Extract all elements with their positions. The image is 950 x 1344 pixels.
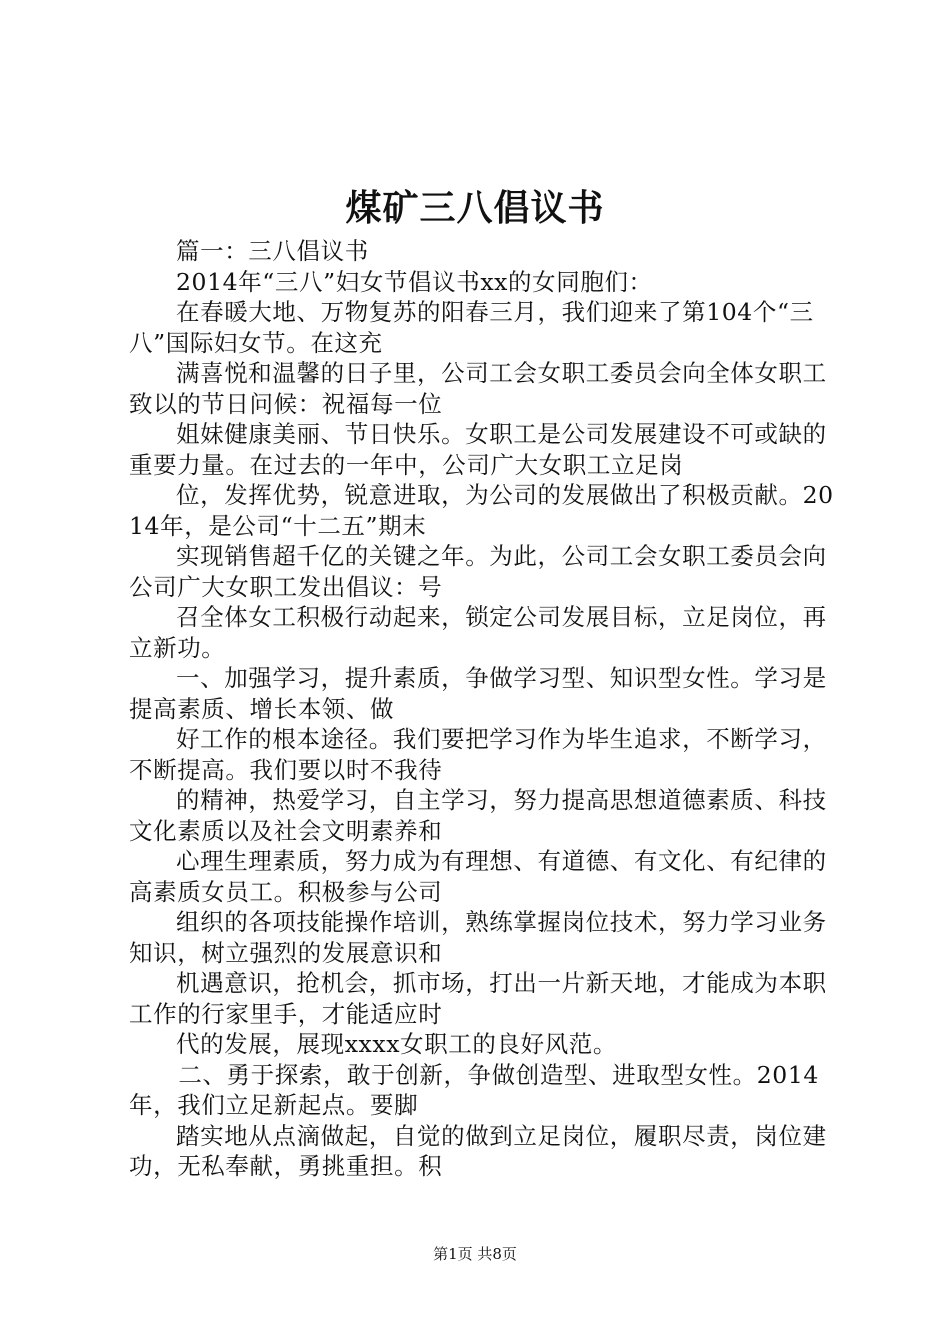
document-body [129, 236, 839, 1182]
paragraph: 一、加强学习，提升素质，争做学习型、知识型女性。学习是提高素质、增长本领、做 [129, 664, 827, 723]
paragraph: 2014年“三八”妇女节倡议书xx的女同胞们： [176, 267, 653, 296]
paragraph: 篇一：三八倡议书 [176, 237, 369, 265]
paragraph: 组织的各项技能操作培训，熟练掌握岗位技术，努力学习业务知识，树立强烈的发展意识和 [129, 908, 827, 967]
paragraph: 踏实地从点滴做起，自觉的做到立足岗位，履职尽责，岗位建功，无私奉献，勇挑重担。积 [129, 1121, 827, 1180]
paragraph: 好工作的根本途径。我们要把学习作为毕生追求，不断学习，不断提高。我们要以时不我待 [129, 725, 827, 784]
paragraph: 位，发挥优势，锐意进取，为公司的发展做出了积极贡献。2014年，是公司“十二五”期末 [129, 481, 834, 540]
document-title: 煤矿三八倡议书 [345, 187, 605, 229]
paragraph: 满喜悦和温馨的日子里，公司工会女职工委员会向全体女职工致以的节日问候：祝福每一位 [129, 359, 827, 418]
paragraph: 的精神，热爱学习，自主学习，努力提高思想道德素质、科技文化素质以及社会文明素养和 [129, 786, 827, 845]
paragraph: 召全体女工积极行动起来，锁定公司发展目标，立足岗位，再立新功。 [129, 603, 827, 662]
paragraph: 在春暖大地、万物复苏的阳春三月，我们迎来了第104个“三八”国际妇女节。在这充 [129, 298, 814, 357]
paragraph: 代的发展，展现xxxx女职工的良好风范。 [176, 1030, 618, 1058]
paragraph: 姐妹健康美丽、节日快乐。女职工是公司发展建设不可或缺的重要力量。在过去的一年中，公司广大女职工立足岗 [129, 420, 827, 479]
paragraph: 机遇意识，抢机会，抓市场，打出一片新天地，才能成为本职工作的行家里手，才能适应时 [129, 969, 827, 1028]
paragraph: 二、勇于探索，敢于创新，争做创造型、进取型女性。2014年，我们立足新起点。要脚 [129, 1060, 819, 1119]
page-number: 第1页 共8页 [433, 1245, 517, 1263]
paragraph: 心理生理素质，努力成为有理想、有道德、有文化、有纪律的高素质女员工。积极参与公司 [129, 847, 827, 906]
paragraph: 实现销售超千亿的关键之年。为此，公司工会女职工委员会向公司广大女职工发出倡议：号 [129, 542, 827, 601]
